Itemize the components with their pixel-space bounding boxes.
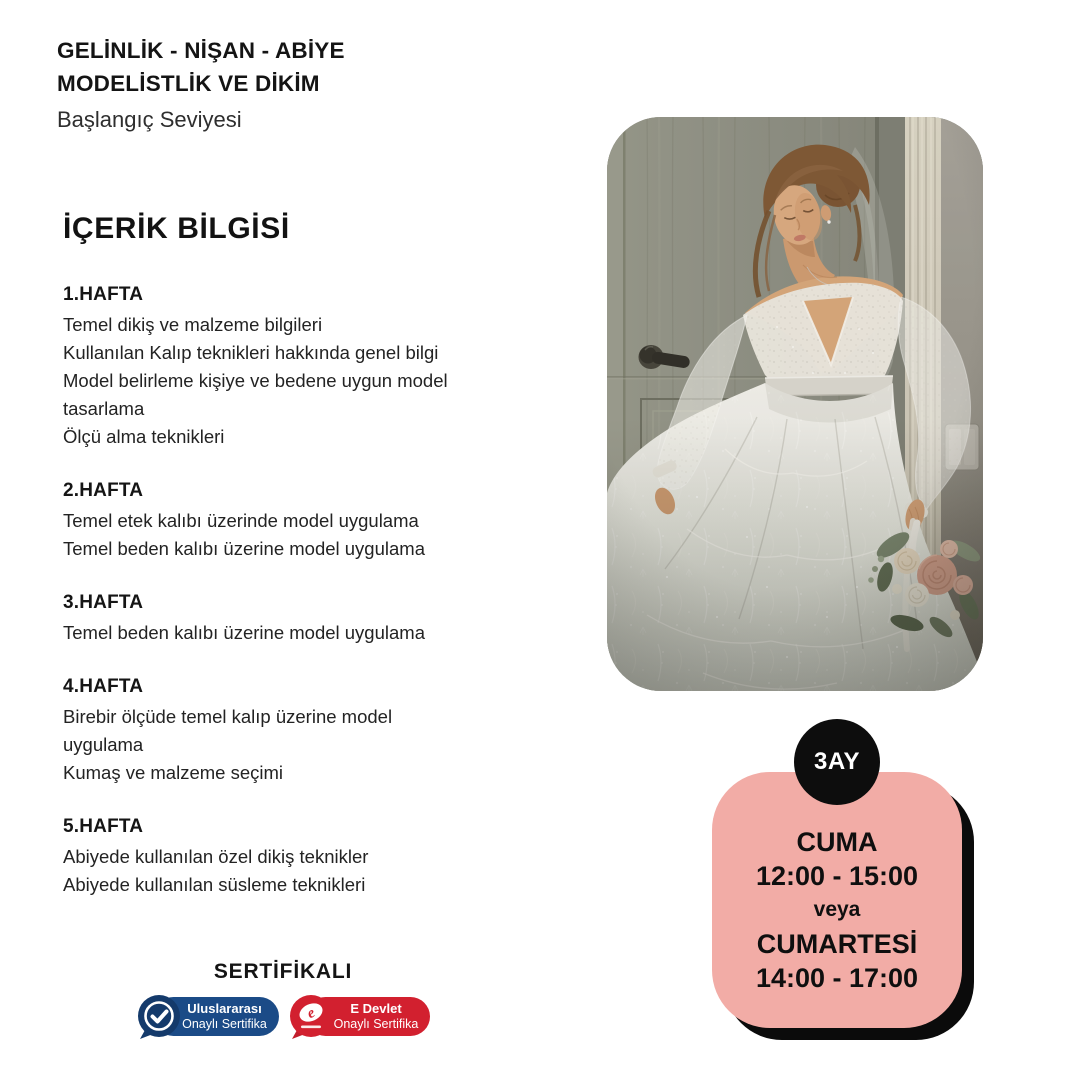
schedule-or-label: veya	[813, 898, 861, 921]
vignette-overlay	[607, 117, 983, 691]
week-item: Abiyede kullanılan özel dikiş teknikler	[63, 846, 369, 867]
certificate-section	[118, 960, 448, 1040]
badge-line1: Uluslararası	[187, 1001, 262, 1016]
week-item: tasarlama	[63, 398, 145, 419]
bride-photo	[607, 117, 983, 691]
week-label: 3.HAFTA	[63, 592, 144, 613]
week-block-5	[63, 816, 573, 899]
schedule-day-1: CUMA	[796, 827, 878, 857]
duration-badge	[794, 719, 880, 805]
week-item: Ölçü alma teknikleri	[63, 426, 225, 447]
edevlet-logo-icon	[288, 994, 334, 1040]
schedule-time-2: 14:00 - 17:00	[755, 963, 919, 993]
certificate-badges	[118, 994, 448, 1040]
badge-line2: Onaylı Sertifika	[182, 1016, 267, 1031]
course-level: Başlangıç Seviyesi	[57, 107, 242, 132]
week-item: Kullanılan Kalıp teknikleri hakkında genel bilgi	[63, 342, 439, 363]
badge-line1: E Devlet	[350, 1001, 402, 1016]
week-label: 2.HAFTA	[63, 480, 144, 501]
badge-line2: Onaylı Sertifika	[333, 1016, 419, 1031]
svg-text:e: e	[304, 1004, 318, 1023]
week-label: 4.HAFTA	[63, 676, 144, 697]
course-header	[57, 34, 345, 133]
week-item: Birebir ölçüde temel kalıp üzerine model	[63, 706, 393, 727]
duration-label: 3AY	[814, 748, 860, 775]
week-item: Model belirleme kişiye ve bedene uygun model	[63, 370, 448, 391]
week-item: Kumaş ve malzeme seçimi	[63, 762, 284, 783]
course-title-line2: MODELİSTLİK VE DİKİM	[57, 71, 320, 96]
content-section	[63, 212, 573, 928]
schedule-time-1: 12:00 - 15:00	[755, 861, 919, 891]
schedule-box	[712, 772, 962, 1028]
week-item: Abiyede kullanılan süsleme teknikleri	[63, 874, 366, 895]
edevlet-certificate-badge	[288, 994, 430, 1040]
week-item: Temel etek kalıbı üzerinde model uygulama	[63, 510, 419, 531]
week-block-3	[63, 592, 573, 647]
international-certificate-badge	[136, 994, 279, 1040]
week-block-4	[63, 676, 573, 787]
content-heading: İÇERİK BİLGİSİ	[63, 212, 290, 245]
week-item: Temel dikiş ve malzeme bilgileri	[63, 314, 323, 335]
week-block-1	[63, 284, 573, 451]
week-label: 1.HAFTA	[63, 284, 144, 305]
week-item: Temel beden kalıbı üzerine model uygulama	[63, 622, 425, 643]
week-label: 5.HAFTA	[63, 816, 144, 837]
schedule-day-2: CUMARTESİ	[756, 929, 918, 959]
check-icon	[136, 994, 182, 1040]
certificate-heading: SERTİFİKALI	[213, 960, 353, 983]
course-title-line1: GELİNLİK - NİŞAN - ABİYE	[57, 38, 345, 63]
week-item: uygulama	[63, 734, 144, 755]
week-item: Temel beden kalıbı üzerine model uygulama	[63, 538, 425, 559]
week-block-2	[63, 480, 573, 563]
